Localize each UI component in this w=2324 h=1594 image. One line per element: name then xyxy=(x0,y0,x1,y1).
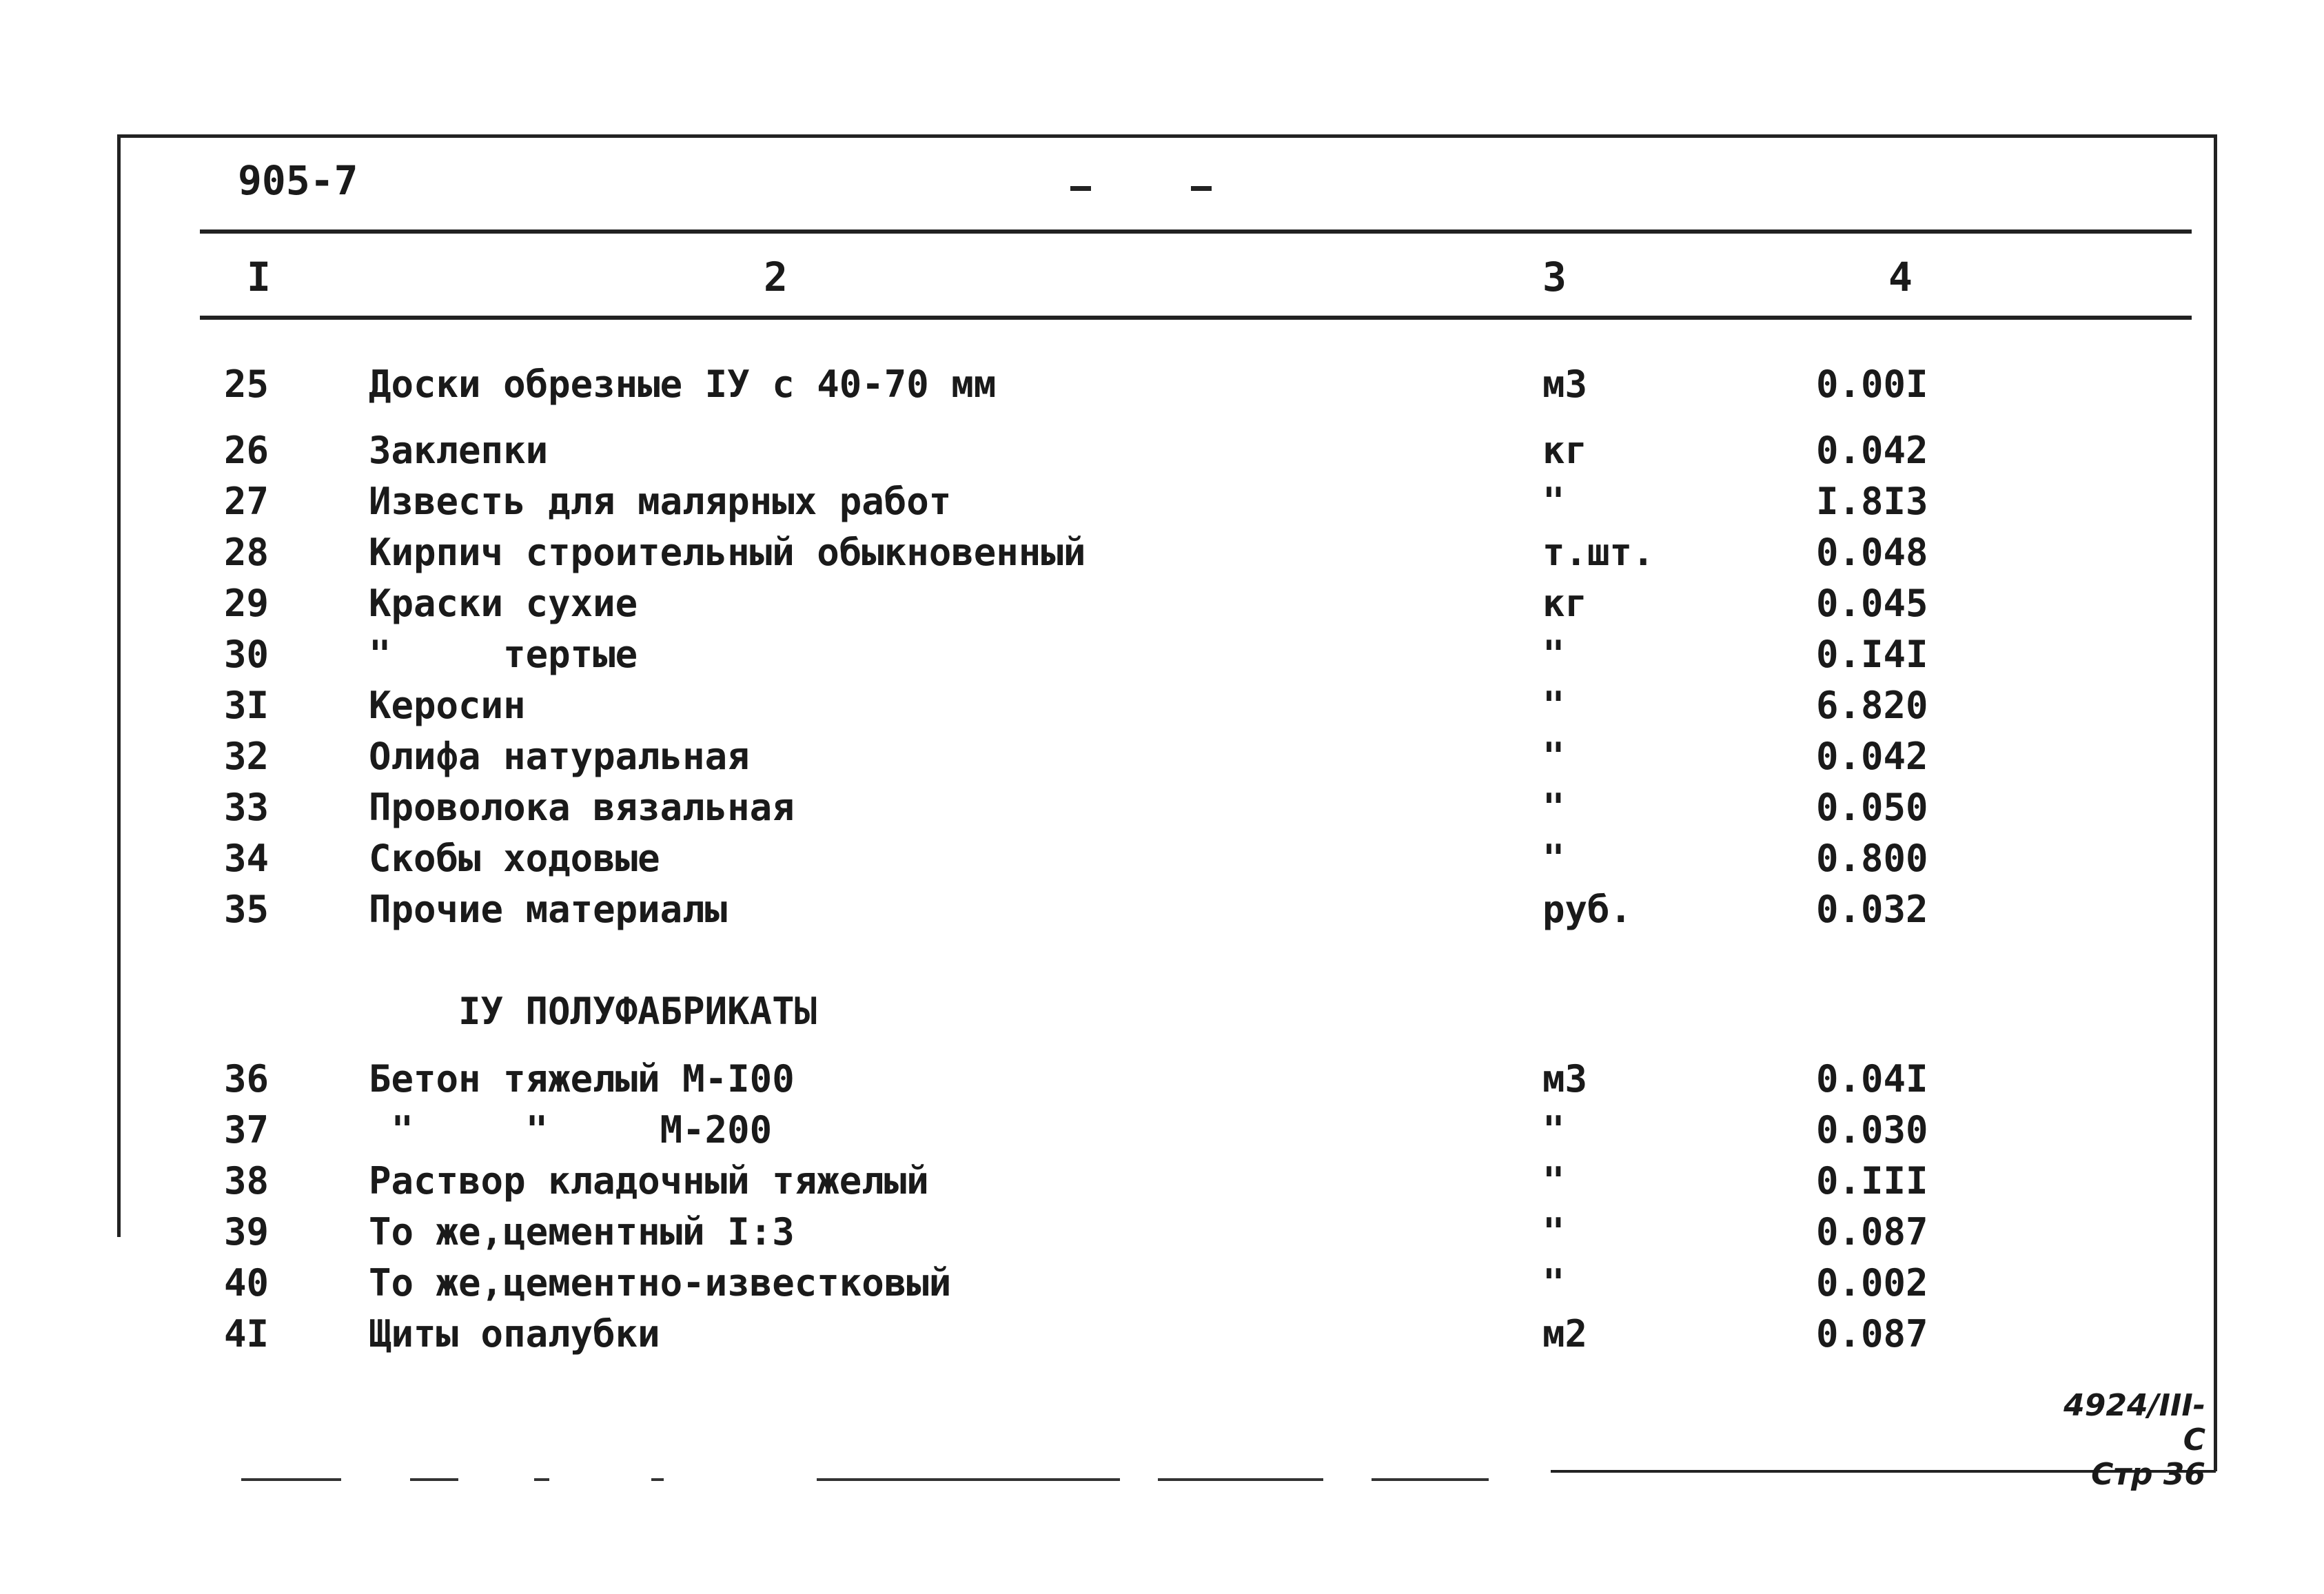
unit: м2 xyxy=(1542,1312,1588,1356)
material-name: " тертые xyxy=(369,633,638,676)
table-row xyxy=(0,783,2324,832)
material-name: Доски обрезные IУ с 40-70 мм xyxy=(369,362,997,406)
quantity: 0.042 xyxy=(1816,429,1928,472)
row-number: 37 xyxy=(224,1108,269,1152)
unit: м3 xyxy=(1542,1057,1588,1101)
document-code: 905-7 xyxy=(238,157,358,204)
unit: " xyxy=(1542,480,1565,523)
table-row xyxy=(0,1207,2324,1257)
unit: " xyxy=(1542,1261,1565,1305)
table-row xyxy=(0,1258,2324,1308)
row-number: 28 xyxy=(224,531,269,574)
bottom-dash xyxy=(1372,1478,1489,1481)
table-row xyxy=(0,1156,2324,1206)
material-name: Керосин xyxy=(369,684,526,727)
quantity: 0.00I xyxy=(1816,362,1928,406)
row-number: 38 xyxy=(224,1159,269,1203)
unit: " xyxy=(1542,1159,1565,1203)
row-number: 30 xyxy=(224,633,269,676)
row-number: 26 xyxy=(224,429,269,472)
unit: " xyxy=(1542,786,1565,829)
table-row xyxy=(0,732,2324,781)
material-name: " " М-200 xyxy=(369,1108,773,1152)
quantity: 0.087 xyxy=(1816,1312,1928,1356)
table-row xyxy=(0,528,2324,578)
bottom-dash xyxy=(651,1478,664,1481)
quantity: 0.800 xyxy=(1816,837,1928,880)
unit: кг xyxy=(1542,582,1588,625)
header-dash xyxy=(1070,186,1091,191)
quantity: 0.002 xyxy=(1816,1261,1928,1305)
quantity: 0.087 xyxy=(1816,1210,1928,1254)
material-name: То же,цементно-известковый xyxy=(369,1261,952,1305)
bottom-dash xyxy=(817,1478,1120,1481)
row-number: 40 xyxy=(224,1261,269,1305)
unit: т.шт. xyxy=(1542,531,1655,574)
unit: " xyxy=(1542,684,1565,727)
row-number: 34 xyxy=(224,837,269,880)
header-rule-bottom xyxy=(200,316,2192,320)
table-row xyxy=(0,1054,2324,1104)
header-rule-top xyxy=(200,229,2192,234)
bottom-dash xyxy=(1158,1478,1323,1481)
quantity: 6.820 xyxy=(1816,684,1928,727)
column-header-2: 2 xyxy=(764,254,788,300)
material-name: Проволока вязальная xyxy=(369,786,795,829)
frame-top-border xyxy=(119,134,2217,138)
quantity: 0.I4I xyxy=(1816,633,1928,676)
quantity: 0.042 xyxy=(1816,735,1928,778)
bottom-dash xyxy=(534,1478,549,1481)
row-number: 32 xyxy=(224,735,269,778)
table-row xyxy=(0,885,2324,934)
quantity: 0.045 xyxy=(1816,582,1928,625)
row-number: 29 xyxy=(224,582,269,625)
header-dash xyxy=(1191,186,1212,191)
material-name: То же,цементный I:3 xyxy=(369,1210,795,1254)
row-number: 25 xyxy=(224,362,269,406)
table-row xyxy=(0,579,2324,629)
stamp-page: Стр 36 xyxy=(2091,1457,2205,1492)
column-header-1: I xyxy=(247,254,271,300)
table-row xyxy=(0,426,2324,476)
unit: " xyxy=(1542,1210,1565,1254)
unit: " xyxy=(1542,837,1565,880)
row-number: 35 xyxy=(224,888,269,931)
unit: " xyxy=(1542,633,1565,676)
column-header-4: 4 xyxy=(1888,254,1913,300)
row-number: 33 xyxy=(224,786,269,829)
bottom-dash xyxy=(241,1478,341,1481)
material-name: Бетон тяжелый М-I00 xyxy=(369,1057,795,1101)
unit: " xyxy=(1542,735,1565,778)
row-number: 3I xyxy=(224,684,269,727)
material-name: Раствор кладочный тяжелый xyxy=(369,1159,929,1203)
table-row xyxy=(0,834,2324,883)
row-number: 36 xyxy=(224,1057,269,1101)
material-name: Краски сухие xyxy=(369,582,638,625)
unit: руб. xyxy=(1542,888,1633,931)
quantity: 0.04I xyxy=(1816,1057,1928,1101)
row-number: 39 xyxy=(224,1210,269,1254)
table-row xyxy=(0,360,2324,409)
row-number: 4I xyxy=(224,1312,269,1356)
material-name: Известь для малярных работ xyxy=(369,480,952,523)
column-header-3: 3 xyxy=(1542,254,1567,300)
table-row xyxy=(0,1309,2324,1359)
archive-stamp xyxy=(2061,1389,2205,1492)
material-name: Щиты опалубки xyxy=(369,1312,660,1356)
table-row xyxy=(0,1105,2324,1155)
material-name: Скобы ходовые xyxy=(369,837,660,880)
quantity: 0.050 xyxy=(1816,786,1928,829)
table-row xyxy=(0,681,2324,730)
material-name: Олифа натуральная xyxy=(369,735,750,778)
quantity: 0.030 xyxy=(1816,1108,1928,1152)
table-row xyxy=(0,630,2324,680)
row-number: 27 xyxy=(224,480,269,523)
stamp-code: 4924/III-C xyxy=(2063,1388,2205,1458)
quantity: 0.032 xyxy=(1816,888,1928,931)
unit: кг xyxy=(1542,429,1588,472)
quantity: 0.048 xyxy=(1816,531,1928,574)
bottom-dash xyxy=(410,1478,458,1481)
material-name: Прочие материалы xyxy=(369,888,728,931)
unit: " xyxy=(1542,1108,1565,1152)
quantity: I.8I3 xyxy=(1816,480,1928,523)
table-row xyxy=(0,477,2324,527)
section-title: IУ ПОЛУФАБРИКАТЫ xyxy=(458,990,817,1033)
material-name: Кирпич строительный обыкновенный xyxy=(369,531,1086,574)
unit: м3 xyxy=(1542,362,1588,406)
quantity: 0.III xyxy=(1816,1159,1928,1203)
material-name: Заклепки xyxy=(369,429,549,472)
